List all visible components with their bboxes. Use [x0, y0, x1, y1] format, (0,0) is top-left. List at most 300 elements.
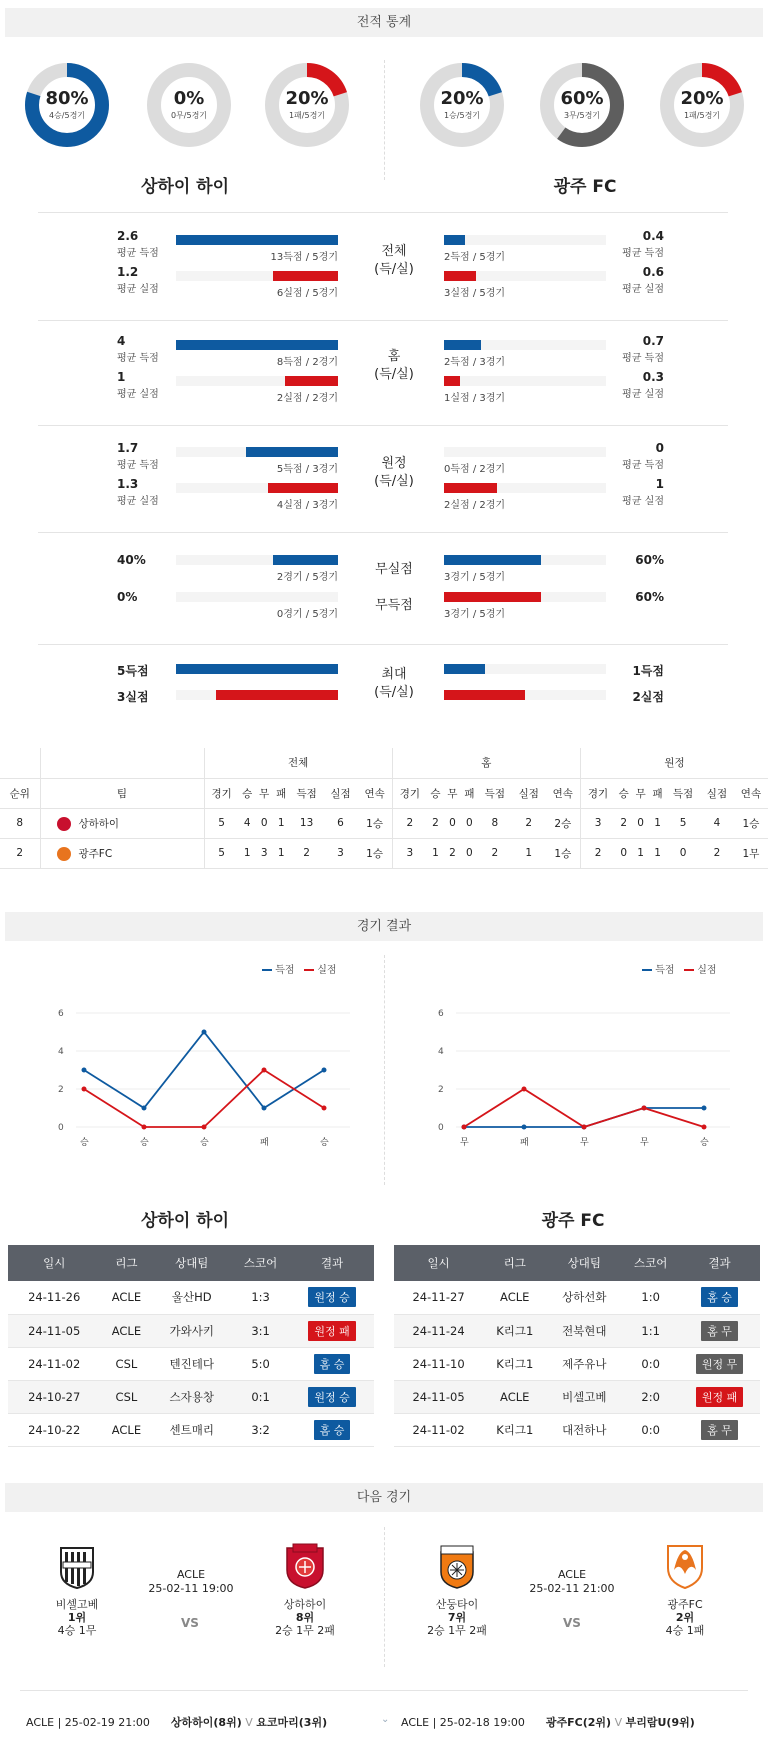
data-point [262, 1106, 267, 1111]
donut-sub-3: 1승/5경기 [443, 111, 481, 120]
results-cell: 0:0 [622, 1347, 679, 1380]
right-num: 2실점 [632, 690, 664, 704]
away-chart [400, 955, 760, 1185]
rank-table [0, 748, 768, 869]
data-point [142, 1106, 147, 1111]
group-all: 전체 [204, 748, 392, 778]
next2-home: 산둥타이 7위 2승 1무 2패 [427, 1598, 487, 1637]
left-num: 3실점 [117, 690, 149, 704]
right-lab: 평균 득점 [622, 460, 664, 471]
rank-pos: 8 [0, 808, 40, 838]
rank-cell: 2승 [546, 808, 581, 838]
x-tick-label: 승 [80, 1138, 89, 1148]
x-tick-label: 승 [200, 1138, 209, 1148]
next1-vs: VS [181, 1616, 199, 1630]
rank-cell: 1 [277, 847, 285, 859]
results-col-header: 상대팀 [152, 1245, 231, 1281]
left-num: 1 [117, 370, 126, 384]
x-tick-label: 승 [700, 1138, 709, 1148]
rank-cell: 8 [491, 817, 499, 829]
shanghai-port-logo [283, 1542, 327, 1590]
away-team-name-2: 광주 FC [541, 1211, 605, 1231]
series-line-1 [84, 1070, 324, 1127]
rank-cell: 1 [525, 847, 533, 859]
rank-cell: 2 [525, 817, 533, 829]
left-num: 4 [117, 334, 126, 348]
x-tick-label: 승 [320, 1138, 329, 1148]
y-tick-label: 0 [438, 1123, 444, 1133]
right-bar [444, 271, 476, 281]
results-row[interactable] [8, 1380, 374, 1413]
next1-home: 비셀고베 1위 4승 1무 [55, 1598, 99, 1637]
right-bar [444, 664, 485, 674]
donut-sub-4: 3무/5경기 [563, 111, 601, 120]
chevron-down-icon[interactable]: ⌄ [381, 1714, 390, 1725]
x-tick-label: 패 [520, 1138, 529, 1148]
data-point [582, 1125, 587, 1130]
rank-cell: 2 [449, 847, 456, 859]
left-bar [246, 447, 338, 457]
right-cap: 3경기 / 5경기 [444, 572, 506, 583]
results-cell: 24-11-05 [8, 1314, 100, 1347]
right-cap: 0득점 / 2경기 [444, 464, 506, 475]
left-lab: 평균 실점 [117, 389, 159, 400]
results-row[interactable] [394, 1347, 760, 1380]
results-cell: 텐진테다 [152, 1347, 231, 1380]
rank-cell: 13 [299, 817, 314, 829]
rank-cell: 5 [679, 817, 687, 829]
rank-col-header: 승 [618, 787, 629, 800]
next2-away: 광주FC 2위 4승 1패 [665, 1598, 705, 1637]
rank-team[interactable]: 상하하이 [40, 808, 204, 838]
rank-cell: 0 [679, 847, 687, 859]
rank-cell: 3 [594, 817, 602, 829]
team-logo-icon [57, 817, 71, 831]
rank-cell: 1승 [357, 808, 392, 838]
result-badge: 원정 패 [308, 1321, 355, 1341]
results-cell: 1:0 [622, 1281, 679, 1314]
rank-cell: 1 [654, 847, 661, 859]
rank-col-0: 순위 [0, 778, 40, 808]
data-point [702, 1106, 707, 1111]
donut-pct-4: 60% [560, 88, 604, 109]
results-row[interactable] [394, 1413, 760, 1446]
rank-cell: 0 [260, 817, 268, 829]
shandong-taishan-logo [438, 1544, 476, 1590]
results-cell: 24-11-24 [394, 1314, 483, 1347]
left-num: 5득점 [117, 664, 149, 678]
rank-cell: 2 [620, 817, 628, 829]
x-tick-label: 무 [640, 1138, 649, 1148]
result-badge: 홈 승 [314, 1420, 351, 1440]
rank-cell: 4 [243, 817, 251, 829]
results-cell: 0:1 [231, 1380, 290, 1413]
results-cell: 스자용창 [152, 1380, 231, 1413]
left-bar [176, 340, 338, 350]
rank-cell: 0 [620, 847, 628, 859]
right-cap: 1실점 / 3경기 [444, 393, 506, 404]
results-cell: 1:1 [622, 1314, 679, 1347]
results-cell: ACLE [483, 1380, 546, 1413]
left-bar [216, 690, 338, 700]
results-cell: 5:0 [231, 1347, 290, 1380]
y-tick-label: 2 [58, 1085, 64, 1095]
stats-section [0, 0, 768, 740]
rank-col-header: 경기 [211, 787, 232, 800]
right-num: 0.6 [642, 265, 664, 279]
left-cap: 5득점 / 3경기 [276, 464, 338, 475]
next-section-title: 다음 경기 [5, 1483, 763, 1512]
results-col-header: 리그 [100, 1245, 152, 1281]
next2-meta: ACLE 25-02-11 21:00 [529, 1568, 615, 1595]
left-num: 1.2 [117, 265, 139, 279]
right-lab: 평균 득점 [622, 248, 664, 259]
results-cell: 24-11-10 [394, 1347, 483, 1380]
data-point [202, 1125, 207, 1130]
rank-col-header: 득점 [484, 787, 505, 800]
results-cell: 24-11-26 [8, 1281, 100, 1314]
rank-cell: 1 [432, 847, 439, 859]
results-col-header: 상대팀 [546, 1245, 622, 1281]
rank-cell: 0 [637, 817, 644, 829]
y-tick-label: 2 [438, 1085, 444, 1095]
right-num: 0.4 [642, 229, 664, 243]
rank-cell: 1 [243, 847, 251, 859]
result-badge: 홈 무 [701, 1420, 738, 1440]
rank-cell: 0 [466, 847, 473, 859]
next1-away: 상하하이 8위 2승 1무 2패 [275, 1598, 335, 1637]
right-lab: 평균 실점 [622, 284, 664, 295]
left-cap: 13득점 / 5경기 [270, 252, 338, 263]
right-bar [444, 592, 541, 602]
donut-2 [264, 62, 350, 148]
rank-cell: 3 [260, 847, 268, 859]
right-lab: 평균 득점 [622, 353, 664, 364]
results-cell: 대전하나 [546, 1413, 622, 1446]
home-chart-svg [20, 955, 380, 1185]
donut-pct-5: 20% [680, 88, 724, 109]
rank-cell: 4 [713, 817, 721, 829]
group-home: 홈 [392, 748, 580, 778]
rank-cell: 1무 [742, 847, 760, 860]
right-bar [444, 690, 525, 700]
donut-4 [539, 62, 625, 148]
right-num: 1 [655, 477, 664, 491]
rank-col-header: 패 [464, 787, 475, 800]
results-cell: 24-11-02 [394, 1413, 483, 1446]
data-point [642, 1106, 647, 1111]
left-lab: 평균 득점 [117, 460, 159, 471]
results-cell: 24-10-27 [8, 1380, 100, 1413]
donut-1 [146, 62, 232, 148]
results-cell: 가와사키 [152, 1314, 231, 1347]
donut-pct-0: 80% [45, 88, 89, 109]
results-col-header: 스코어 [622, 1245, 679, 1281]
results-cell: 24-11-05 [394, 1380, 483, 1413]
data-point [462, 1125, 467, 1130]
rank-col-header: 득점 [672, 787, 694, 800]
result-badge: 원정 승 [308, 1287, 355, 1307]
y-tick-label: 6 [438, 1009, 444, 1019]
right-lab: 평균 실점 [622, 496, 664, 507]
results-cell: K리그1 [483, 1347, 546, 1380]
right-num: 0.3 [642, 370, 664, 384]
data-point [82, 1068, 87, 1073]
rank-col-header: 연속 [740, 787, 762, 800]
results-cell: K리그1 [483, 1413, 546, 1446]
results-cell: ACLE [100, 1413, 152, 1446]
right-num: 1득점 [632, 664, 664, 678]
left-cap: 2실점 / 2경기 [276, 393, 338, 404]
next2-vs: VS [563, 1616, 581, 1630]
rank-col-header: 패 [276, 787, 287, 800]
rank-col-header: 연속 [546, 778, 581, 808]
data-point [522, 1125, 527, 1130]
results-cell: 24-11-27 [394, 1281, 483, 1314]
rank-pos: 2 [0, 838, 40, 868]
left-lab: 평균 득점 [117, 353, 159, 364]
x-tick-label: 무 [580, 1138, 589, 1148]
max-title: 최대 (득/실) [374, 667, 414, 700]
results-section-title: 경기 결과 [5, 912, 763, 941]
left-cap: 2경기 / 5경기 [276, 572, 338, 583]
donut-5 [659, 62, 745, 148]
away-chart-svg [400, 955, 760, 1185]
right-cap: 3경기 / 5경기 [444, 609, 506, 620]
results-cell: 울산HD [152, 1281, 231, 1314]
series-line-0 [464, 1108, 704, 1127]
rank-cell: 1승 [357, 838, 392, 868]
x-tick-label: 승 [140, 1138, 149, 1148]
results-cell: CSL [100, 1380, 152, 1413]
team-logo-icon [57, 847, 71, 861]
y-tick-label: 4 [58, 1047, 64, 1057]
left-num: 2.6 [117, 229, 139, 243]
results-row[interactable] [394, 1380, 760, 1413]
rank-col-1: 팀 [40, 778, 204, 808]
results-cell: 0:0 [622, 1413, 679, 1446]
left-bar [285, 376, 338, 386]
results-cell: 전북현대 [546, 1314, 622, 1347]
donut-pct-2: 20% [285, 88, 329, 109]
left-num: 0% [117, 590, 138, 604]
result-badge: 원정 승 [308, 1387, 355, 1407]
result-badge: 원정 무 [696, 1354, 743, 1374]
right-bar [444, 483, 497, 493]
group-away: 원정 [664, 757, 685, 770]
rank-cell: 1승 [546, 838, 581, 868]
bottom-match-2[interactable]: ACLE | 25-02-18 19:00 광주FC(2위) V 부리람U(9위) [401, 1716, 695, 1729]
results-cell: 2:0 [622, 1380, 679, 1413]
results-cell: K리그1 [483, 1314, 546, 1347]
left-bar [176, 235, 338, 245]
bottom-match-1[interactable]: ACLE | 25-02-19 21:00 상하하이(8위) V 요코마리(3위) [26, 1716, 328, 1729]
rank-cell: 2 [303, 847, 310, 859]
left-lab: 평균 득점 [117, 248, 159, 259]
left-lab: 평균 실점 [117, 496, 159, 507]
left-bar [176, 664, 338, 674]
donut-sub-2: 1패/5경기 [288, 111, 326, 120]
result-badge: 홈 승 [314, 1354, 351, 1374]
home-chart-legend: 득점 실점 [262, 961, 337, 976]
results-row[interactable] [8, 1413, 374, 1446]
left-cap: 4실점 / 3경기 [276, 500, 338, 511]
home-chart [20, 955, 380, 1185]
right-bar [444, 555, 541, 565]
rank-cell: 3 [337, 847, 344, 859]
right-cap: 3실점 / 5경기 [444, 288, 506, 299]
left-bar [273, 555, 338, 565]
rank-col-header: 무 [259, 787, 270, 800]
rank-col-header: 경기 [399, 787, 420, 800]
donut-sub-5: 1패/5경기 [683, 111, 721, 120]
left-num: 40% [117, 553, 146, 567]
x-tick-label: 패 [260, 1138, 269, 1148]
left-cap: 8득점 / 2경기 [276, 357, 338, 368]
donut-sub-1: 0무/5경기 [170, 111, 208, 120]
data-point [262, 1068, 267, 1073]
results-col-header: 일시 [394, 1245, 483, 1281]
right-num: 0.7 [642, 334, 664, 348]
results-col-header: 결과 [290, 1245, 374, 1281]
data-point [522, 1087, 527, 1092]
rank-col-header: 무 [447, 787, 458, 800]
donut-pct-3: 20% [440, 88, 484, 109]
right-cap: 2득점 / 3경기 [444, 357, 506, 368]
results-row[interactable] [394, 1314, 760, 1347]
left-lab: 평균 실점 [117, 284, 159, 295]
results-row[interactable] [394, 1281, 760, 1314]
donut-0 [24, 62, 110, 148]
rank-col-header: 무 [635, 787, 646, 800]
vissel-kobe-logo [57, 1544, 97, 1590]
away-results-table [394, 1245, 760, 1447]
left-num: 1.7 [117, 441, 139, 455]
rank-cell: 2 [432, 817, 439, 829]
results-cell: 3:1 [231, 1314, 290, 1347]
rank-cell: 6 [337, 817, 344, 829]
results-col-header: 리그 [483, 1245, 546, 1281]
results-cell: 24-10-22 [8, 1413, 100, 1446]
results-cell: 비셀고베 [546, 1380, 622, 1413]
series-line-0 [84, 1032, 324, 1108]
results-cell: 24-11-02 [8, 1347, 100, 1380]
results-cell: 1:3 [231, 1281, 290, 1314]
rank-col-header: 실점 [706, 787, 728, 800]
data-point [702, 1125, 707, 1130]
rank-team[interactable]: 광주FC [40, 838, 204, 868]
rank-col-header: 경기 [587, 787, 609, 800]
rank-cell: 5 [218, 847, 225, 859]
rank-col-header: 실점 [518, 787, 539, 800]
rank-cell: 2 [491, 847, 499, 859]
stat-group-title: 전체 (득/실) [374, 244, 414, 277]
rank-col-header: 연속 [357, 778, 392, 808]
next1-meta: ACLE 25-02-11 19:00 [148, 1568, 234, 1595]
donut-sub-0: 4승/5경기 [48, 111, 86, 120]
rank-col-header: 실점 [330, 787, 351, 800]
rank-cell: 1 [654, 817, 661, 829]
results-cell: CSL [100, 1347, 152, 1380]
rank-cell: 1 [637, 847, 644, 859]
donut-3 [419, 62, 505, 148]
noscore-title: 무득점 [375, 598, 413, 613]
gwangju-fc-logo [662, 1540, 708, 1590]
rank-cell: 2 [406, 817, 414, 829]
results-col-header: 스코어 [231, 1245, 290, 1281]
right-lab: 평균 실점 [622, 389, 664, 400]
rank-col-header: 승 [430, 787, 441, 800]
home-results-table [8, 1245, 374, 1447]
results-cell: 3:2 [231, 1413, 290, 1446]
left-num: 1.3 [117, 477, 139, 491]
rank-cell: 0 [449, 817, 456, 829]
results-col-header: 결과 [679, 1245, 760, 1281]
rank-cell: 3 [406, 847, 414, 859]
stat-group-title: 홈 (득/실) [374, 349, 414, 382]
right-num: 60% [635, 553, 664, 567]
clean-title: 무실점 [375, 562, 413, 577]
results-cell: 센트매리 [152, 1413, 231, 1446]
right-bar [444, 376, 460, 386]
results-row[interactable] [8, 1281, 374, 1314]
results-col-header: 일시 [8, 1245, 100, 1281]
result-badge: 홈 무 [701, 1321, 738, 1341]
data-point [202, 1030, 207, 1035]
right-cap: 2실점 / 2경기 [444, 500, 506, 511]
y-tick-label: 6 [58, 1009, 64, 1019]
left-cap: 0경기 / 5경기 [276, 609, 338, 620]
rank-cell: 1 [277, 817, 285, 829]
right-num: 60% [635, 590, 664, 604]
y-tick-label: 4 [438, 1047, 444, 1057]
rank-col-header: 승 [242, 787, 253, 800]
rank-cell: 5 [218, 817, 225, 829]
result-badge: 원정 패 [696, 1387, 743, 1407]
rank-col-header: 패 [652, 787, 663, 800]
donut-pct-1: 0% [173, 88, 205, 109]
rank-cell: 1승 [742, 817, 760, 830]
result-badge: 홈 승 [701, 1287, 738, 1307]
left-bar [268, 483, 338, 493]
rank-cell: 2 [594, 847, 602, 859]
rank-cell: 0 [466, 817, 473, 829]
data-point [322, 1068, 327, 1073]
results-cell: 제주유나 [546, 1347, 622, 1380]
away-chart-legend: 득점 실점 [642, 961, 717, 976]
left-bar [273, 271, 338, 281]
right-cap: 2득점 / 5경기 [444, 252, 506, 263]
right-num: 0 [655, 441, 664, 455]
results-cell: ACLE [483, 1281, 546, 1314]
rank-col-header: 득점 [296, 787, 317, 800]
data-point [82, 1087, 87, 1092]
results-cell: ACLE [100, 1314, 152, 1347]
data-point [142, 1125, 147, 1130]
home-team-name: 상하이 하이 [140, 177, 230, 197]
away-team-name: 광주 FC [553, 177, 617, 197]
stats-section-title: 전적 통계 [5, 8, 763, 37]
left-cap: 6실점 / 5경기 [276, 288, 338, 299]
results-cell: ACLE [100, 1281, 152, 1314]
right-bar [444, 340, 481, 350]
results-row[interactable] [8, 1347, 374, 1380]
results-row[interactable] [8, 1314, 374, 1347]
right-bar [444, 235, 465, 245]
results-cell: 상하선화 [546, 1281, 622, 1314]
stat-group-title: 원정 (득/실) [374, 456, 414, 489]
rank-cell: 2 [713, 847, 721, 859]
